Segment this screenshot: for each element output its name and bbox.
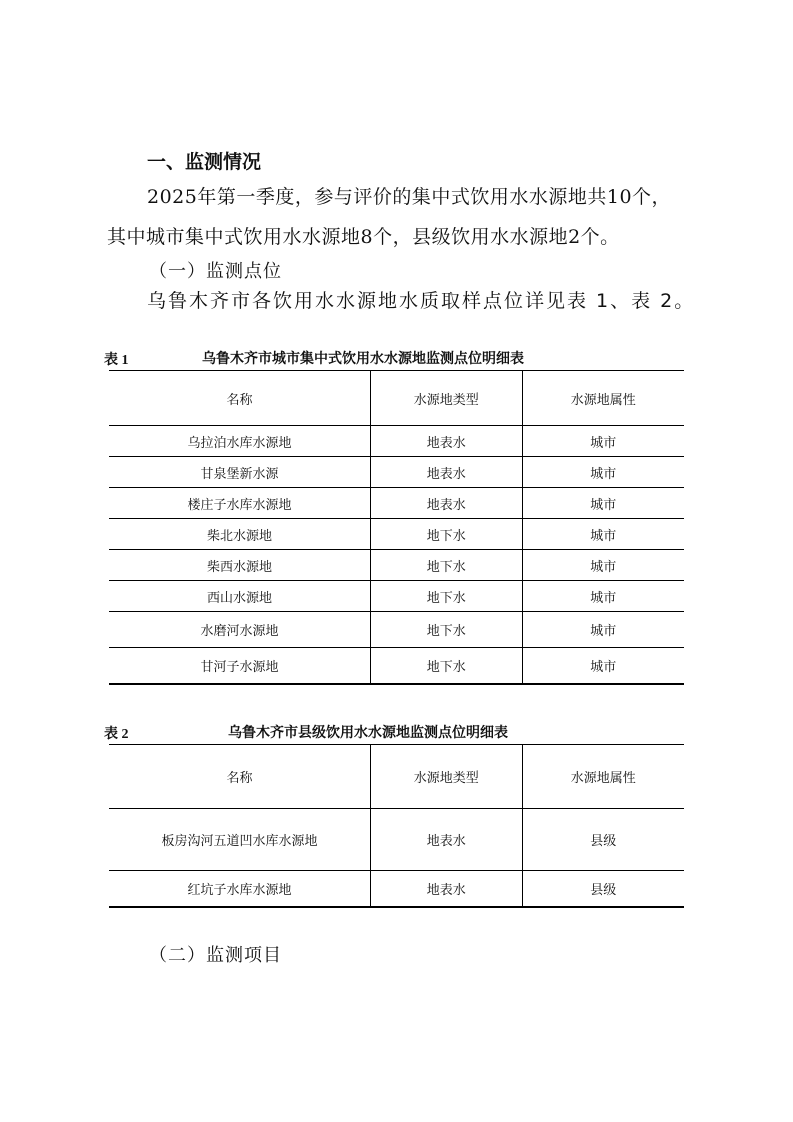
table-row xyxy=(109,488,684,519)
table-row xyxy=(109,426,684,457)
table-cell: 红坑子水库水源地 xyxy=(109,871,371,907)
table-row xyxy=(109,809,684,871)
column-header: 水源地属性 xyxy=(570,771,636,786)
subsection-heading: （二）监测项目 xyxy=(149,945,282,966)
table-cell: 城市 xyxy=(590,528,617,544)
table2 xyxy=(109,744,684,908)
paragraph-line: 2025年第一季度，参与评价的集中式饮用水水源地共10个， xyxy=(147,186,672,208)
column-header: 水源地属性 xyxy=(570,392,636,408)
table1-label: 表 1 xyxy=(104,353,129,368)
table-cell: 地表水 xyxy=(371,457,522,488)
table-cell: 柴北水源地 xyxy=(109,519,371,550)
table-row xyxy=(109,648,684,684)
table-cell: 地表水 xyxy=(371,871,522,907)
table-row xyxy=(109,457,684,488)
table-cell: 地下水 xyxy=(371,612,522,648)
table-cell: 县级 xyxy=(590,834,617,849)
table1 xyxy=(109,370,684,685)
table-row xyxy=(109,581,684,612)
table-cell: 地下水 xyxy=(371,550,522,581)
table1-title: 乌鲁木齐市城市集中式饮用水水源地监测点位明细表 xyxy=(202,351,524,367)
table-cell: 地下水 xyxy=(371,648,522,684)
table-cell: 地表水 xyxy=(371,488,522,519)
table2-label: 表 2 xyxy=(104,727,129,742)
table-cell: 地表水 xyxy=(371,426,522,457)
subsection-heading: （一）监测点位 xyxy=(149,261,282,282)
table-cell: 地下水 xyxy=(371,581,522,612)
table-cell: 楼庄子水库水源地 xyxy=(109,488,371,519)
table-cell: 西山水源地 xyxy=(109,581,371,612)
table-cell: 城市 xyxy=(590,466,617,482)
table-row xyxy=(109,871,684,907)
table-cell: 甘泉堡新水源 xyxy=(109,457,371,488)
table-row xyxy=(109,612,684,648)
section-heading: 一、监测情况 xyxy=(147,151,262,173)
table-row xyxy=(109,550,684,581)
table-cell: 城市 xyxy=(590,435,617,451)
table-cell: 乌拉泊水库水源地 xyxy=(109,426,371,457)
column-header: 水源地类型 xyxy=(371,745,522,809)
table-cell: 城市 xyxy=(590,590,617,606)
table-cell: 板房沟河五道凹水库水源地 xyxy=(109,809,371,871)
table2-title: 乌鲁木齐市县级饮用水水源地监测点位明细表 xyxy=(228,725,508,741)
table-cell: 城市 xyxy=(590,659,617,675)
table-cell: 城市 xyxy=(590,497,617,513)
paragraph-line: 乌鲁木齐市各饮用水水源地水质取样点位详见表 1、表 2。 xyxy=(147,290,696,312)
table-cell: 甘河子水源地 xyxy=(109,648,371,684)
table-cell: 城市 xyxy=(590,559,617,575)
table-cell: 城市 xyxy=(590,624,617,639)
table-row xyxy=(109,519,684,550)
column-header: 名称 xyxy=(109,745,371,809)
table-header-row xyxy=(109,371,684,426)
table-header-row xyxy=(109,745,684,809)
table-cell: 柴西水源地 xyxy=(109,550,371,581)
table-cell: 县级 xyxy=(590,882,617,898)
column-header: 名称 xyxy=(109,371,371,426)
table-cell: 地下水 xyxy=(371,519,522,550)
column-header: 水源地类型 xyxy=(371,371,522,426)
table-cell: 水磨河水源地 xyxy=(109,612,371,648)
table-cell: 地表水 xyxy=(371,809,522,871)
paragraph-line: 其中城市集中式饮用水水源地8个，县级饮用水水源地2个。 xyxy=(107,226,620,248)
